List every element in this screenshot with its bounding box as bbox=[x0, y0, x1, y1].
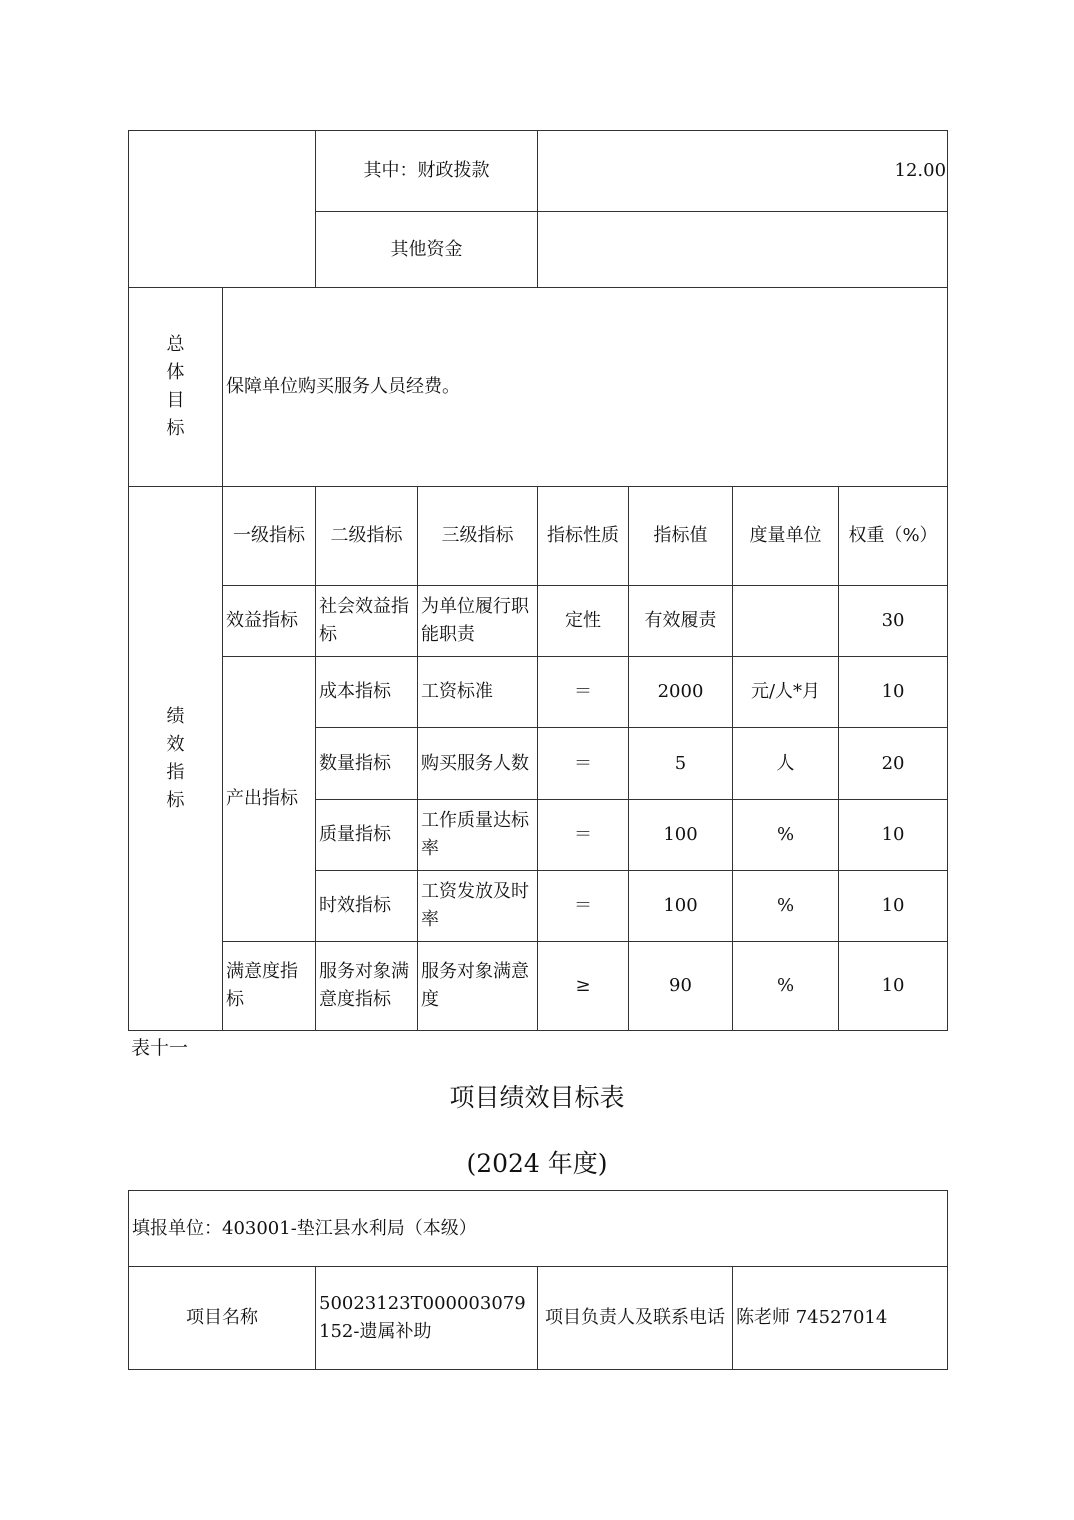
overall-goal-text: 保障单位购买服务人员经费。 bbox=[223, 288, 948, 487]
page-title: 项目绩效目标表 bbox=[449, 1083, 625, 1112]
header-value: 指标值 bbox=[629, 487, 733, 586]
row-value: 100 bbox=[629, 800, 733, 871]
overall-goal-label: 总 体 目 标 bbox=[129, 288, 223, 487]
project-name-value: 50023123T000003079152-遗属补助 bbox=[316, 1267, 538, 1370]
row-unit: % bbox=[733, 800, 839, 871]
header-level1: 一级指标 bbox=[223, 487, 316, 586]
budget-performance-table bbox=[128, 130, 948, 1031]
fiscal-funding-label: 其中：财政拨款 bbox=[316, 131, 538, 212]
header-level3: 三级指标 bbox=[418, 487, 538, 586]
contact-label: 项目负责人及联系电话 bbox=[538, 1267, 733, 1370]
row-unit: % bbox=[733, 942, 839, 1031]
header-level2: 二级指标 bbox=[316, 487, 418, 586]
project-name-label: 项目名称 bbox=[129, 1267, 316, 1370]
row-l2: 数量指标 bbox=[316, 728, 418, 800]
row-nature: 定性 bbox=[538, 586, 629, 657]
row-nature: ＝ bbox=[538, 657, 629, 728]
row-l2: 质量指标 bbox=[316, 800, 418, 871]
performance-indicator-label: 绩 效 指 标 bbox=[129, 487, 223, 1031]
other-funding-value bbox=[538, 212, 948, 288]
other-funding-label: 其他资金 bbox=[316, 212, 538, 288]
row-unit: % bbox=[733, 871, 839, 942]
row-l3: 工资发放及时率 bbox=[418, 871, 538, 942]
row-nature: ＝ bbox=[538, 728, 629, 800]
row-l3: 工资标准 bbox=[418, 657, 538, 728]
header-nature: 指标性质 bbox=[538, 487, 629, 586]
row-nature: ≥ bbox=[538, 942, 629, 1031]
contact-value: 陈老师 74527014 bbox=[733, 1267, 948, 1370]
row-unit bbox=[733, 586, 839, 657]
row-weight: 10 bbox=[839, 942, 948, 1031]
row-weight: 10 bbox=[839, 800, 948, 871]
blank-cell bbox=[129, 131, 316, 288]
header-weight: 权重（%） bbox=[839, 487, 948, 586]
table-caption: 表十一 bbox=[131, 1037, 189, 1059]
header-unit: 度量单位 bbox=[733, 487, 839, 586]
fiscal-funding-value: 12.00 bbox=[538, 131, 948, 212]
row-l3: 服务对象满意度 bbox=[418, 942, 538, 1031]
row-l2: 成本指标 bbox=[316, 657, 418, 728]
row-value: 5 bbox=[629, 728, 733, 800]
reporting-unit: 填报单位：403001-垫江县水利局（本级） bbox=[129, 1191, 948, 1267]
level1-satisfaction: 满意度指标 bbox=[223, 942, 316, 1031]
row-l2: 时效指标 bbox=[316, 871, 418, 942]
row-l3: 工作质量达标率 bbox=[418, 800, 538, 871]
level1-benefit: 效益指标 bbox=[223, 586, 316, 657]
year-subtitle: (2024 年度) bbox=[466, 1149, 608, 1178]
row-l2: 服务对象满意度指标 bbox=[316, 942, 418, 1031]
row-nature: ＝ bbox=[538, 800, 629, 871]
row-l3: 购买服务人数 bbox=[418, 728, 538, 800]
row-nature: ＝ bbox=[538, 871, 629, 942]
row-unit: 元/人*月 bbox=[733, 657, 839, 728]
row-unit: 人 bbox=[733, 728, 839, 800]
row-value: 有效履责 bbox=[629, 586, 733, 657]
row-l3: 为单位履行职能职责 bbox=[418, 586, 538, 657]
row-weight: 10 bbox=[839, 657, 948, 728]
project-info-table bbox=[128, 1190, 948, 1370]
row-value: 90 bbox=[629, 942, 733, 1031]
level1-output: 产出指标 bbox=[223, 657, 316, 942]
row-value: 100 bbox=[629, 871, 733, 942]
row-weight: 30 bbox=[839, 586, 948, 657]
row-l2: 社会效益指标 bbox=[316, 586, 418, 657]
row-weight: 10 bbox=[839, 871, 948, 942]
row-weight: 20 bbox=[839, 728, 948, 800]
row-value: 2000 bbox=[629, 657, 733, 728]
